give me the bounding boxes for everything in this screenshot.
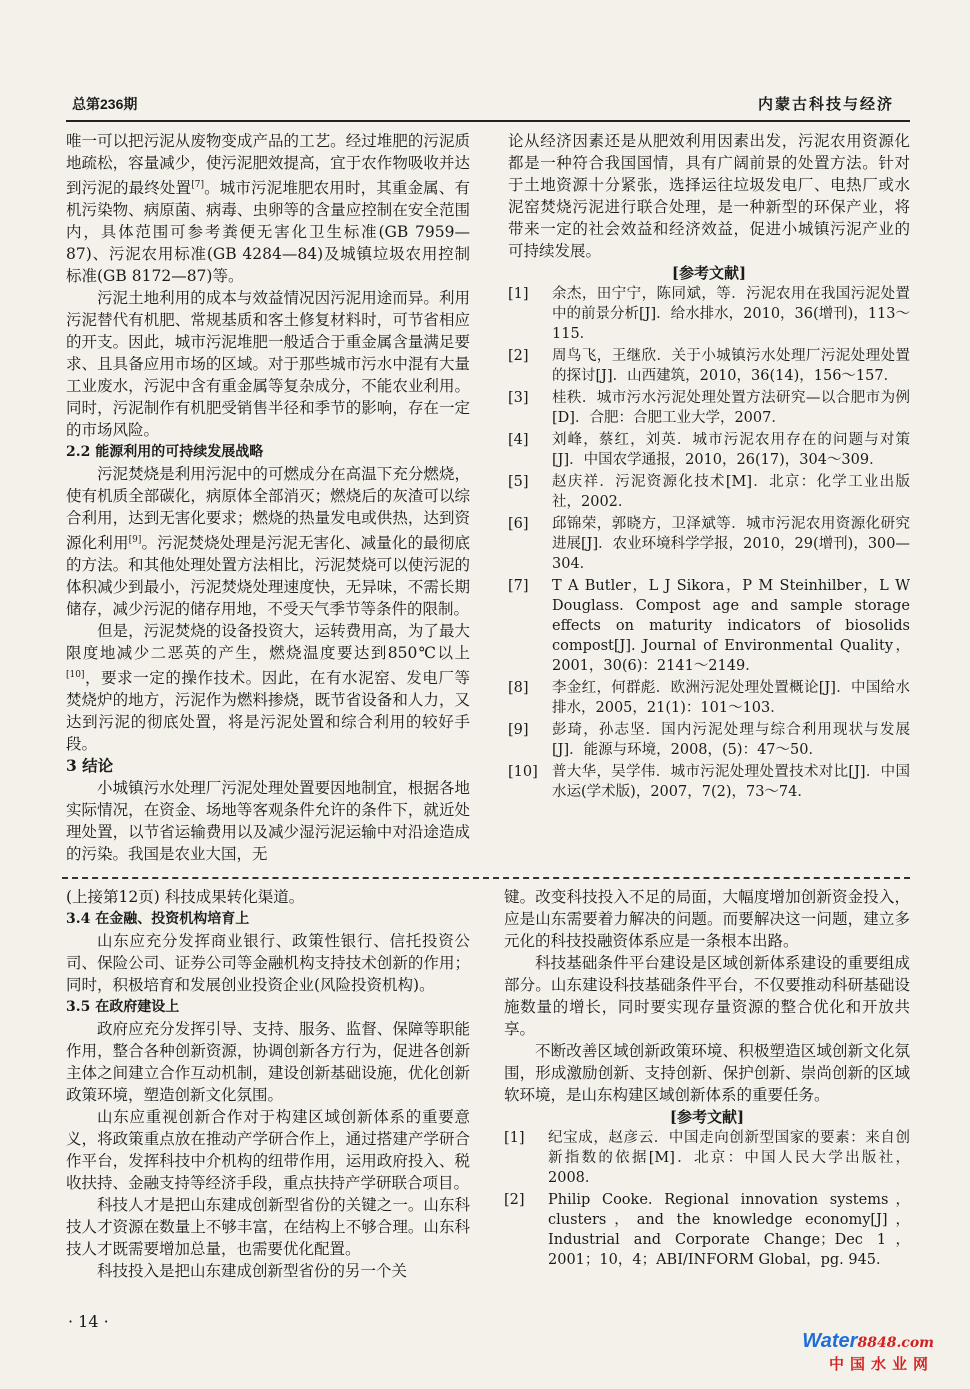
reference-text: 赵庆祥．污泥资源化技术[M]．北京：化学工业出版社，2002． [552, 474, 910, 510]
reference-item [508, 430, 910, 470]
reference-item [508, 514, 910, 574]
citation: [7] [191, 180, 204, 190]
section-heading-3-5: 3.5 在政府建设上 [66, 999, 180, 1015]
reference-text: T A Butler，L J Sikora，P M Steinhilber，L W Douglass. Compost age and sample storage effects on maturity indicators of biosolids compost[J]. Journal of Environmental Quality，2001，30(6)：2141～2149． [552, 578, 910, 674]
paragraph [66, 130, 470, 287]
top-right-column [508, 130, 910, 804]
reference-item [508, 472, 910, 512]
bottom-right-column [504, 886, 910, 1272]
bottom-left-column [66, 886, 470, 1282]
reference-item [508, 720, 910, 760]
paragraph: 键。改变科技投入不足的局面，大幅度增加创新资金投入，应是山东需要着力解决的问题。而要解决这一问题，建立多元化的科技投融资体系应是一条根本出路。 [504, 888, 910, 950]
reference-text: 邱锦荣，郭晓方，卫泽斌等．城市污泥农用资源化研究进展[J]．农业环境科学学报，2010，29(增刊)，300—304． [552, 516, 910, 572]
reference-number: [1] [504, 1130, 525, 1146]
reference-text: 纪宝成，赵彦云．中国走向创新型国家的要素：来自创新指数的依据[M]．北京：中国人民大学出版社，2008． [548, 1130, 910, 1186]
paragraph [66, 463, 470, 620]
journal-name: 内蒙古科技与经济 [757, 96, 894, 113]
reference-number: [7] [508, 578, 529, 594]
reference-item [508, 284, 910, 344]
reference-text: 李金红，何群彪．欧洲污泥处理处置概论[J]．中国给水排水，2005，21(1)：101～103． [552, 680, 910, 716]
reference-item [504, 1190, 910, 1270]
reference-number: [6] [508, 516, 529, 532]
text: 。污泥焚烧处理是污泥无害化、减量化的最彻底的方法。和其他处理处置方法相比，污泥焚烧可以使污泥的体积减少到最小，污泥焚烧处理速度快，无异味，不需长期储存，减少污泥的储存用地，不受天气季节等条件的限制。 [66, 534, 470, 619]
logo-text: Water [802, 1330, 858, 1352]
references-list [508, 284, 910, 802]
citation: [10] [66, 670, 85, 681]
reference-number: [1] [508, 286, 529, 302]
paragraph: 科技基础条件平台建设是区域创新体系建设的重要组成部分。山东建设科技基础条件平台，不仅要推动科研基础设施数量的增长，同时要实现存量资源的整合优化和开放共享。 [504, 954, 910, 1038]
text: ，要求一定的操作技术。因此，在有水泥窑、发电厂等焚烧炉的地方，污泥作为燃料掺烧，既节省设备和人力，又达到污泥的彻底处置，将是污泥处置和综合利用的较好手段。 [66, 669, 470, 754]
reference-number: [3] [508, 390, 529, 406]
paragraph [66, 620, 470, 755]
logo-number: 8848 [857, 1335, 897, 1351]
text: 。城市污泥堆肥农用时，其重金属、有机污染物、病原菌、病毒、虫卵等的含量应控制在安全范围内，具体范围可参考粪便无害化卫生标准(GB 7959—87)、污泥农用标准(GB 4284—84)及城镇垃圾农用控制标准(GB 8172—87)等。 [66, 179, 470, 286]
reference-text: 桂秩．城市污水污泥处理处置方法研究—以合肥市为例[D]．合肥：合肥工业大学，2007． [552, 390, 910, 426]
paragraph: 小城镇污水处理厂污泥处理处置要因地制宜，根据各地实际情况，在资金、场地等客观条件允许的条件下，就近处理处置，以节省运输费用以及减少湿污泥运输中对沿途造成的污染。我国是农业大国，无 [66, 779, 470, 864]
logo-domain: .com [896, 1335, 934, 1351]
text: 但是，污泥焚烧的设备投资大，运转费用高，为了最大限度地减少二恶英的产生，燃烧温度要达到850℃以上 [66, 622, 470, 663]
top-left-column [66, 130, 470, 865]
paragraph: 山东应充分发挥商业银行、政策性银行、信托投资公司、保险公司、证券公司等金融机构支持技术创新的作用；同时，积极培育和发展创业投资企业(风险投资机构)。 [66, 932, 470, 994]
reference-item [508, 576, 910, 676]
reference-item [504, 1128, 910, 1188]
section-heading-3: 3 结论 [66, 756, 114, 776]
reference-number: [9] [508, 722, 529, 738]
paragraph: 科技投入是把山东建成创新型省份的另一个关 [97, 1262, 408, 1280]
section-heading-2-2: 2.2 能源利用的可持续发展战略 [66, 444, 264, 461]
paragraph: 论从经济因素还是从肥效利用因素出发，污泥农用资源化都是一种符合我国国情，具有广阔前景的处置方法。针对于土地资源十分紧张，选择运往垃圾发电厂、电热厂或水泥窑焚烧污泥进行联合处理，是一种新型的环保产业，将带来一定的社会效益和经济效益，促进小城镇污泥产业的可持续发展。 [508, 132, 910, 260]
paragraph: 科技人才是把山东建成创新型省份的关键之一。山东科技人才资源在数量上不够丰富，在结构上不够合理。山东科技人才既需要增加总量，也需要优化配置。 [66, 1196, 470, 1258]
page-number: · 14 · [68, 1312, 109, 1331]
references-list [504, 1128, 910, 1270]
reference-number: [2] [504, 1192, 525, 1208]
reference-text: 余杰，田宁宁，陈同斌，等．污泥农用在我国污泥处置中的前景分析[J]．给水排水，2010，36(增刊)，113～115． [552, 286, 910, 342]
reference-item [508, 346, 910, 386]
reference-text: 彭琦，孙志坚．国内污泥处理与综合利用现状与发展[J]．能源与环境，2008，(5)：47～50． [552, 722, 910, 758]
header-rule [66, 120, 910, 122]
reference-number: [8] [508, 680, 529, 696]
reference-number: [4] [508, 432, 529, 448]
reference-item [508, 678, 910, 718]
logo-subtitle: 中国水业网 [828, 1356, 934, 1373]
paragraph: 污泥土地利用的成本与效益情况因污泥用途而异。利用污泥替代有机肥、常规基质和客土修复材料时，可节省相应的开支。因此，城市污泥堆肥一般适合于重金属含量满足要求、且具备应用市场的区域。对于那些城市污水中混有大量工业废水，污泥中含有重金属等复杂成分，不能农业利用。同时，污泥制作有机肥受销售半径和季节的影响，存在一定的市场风险。 [66, 289, 470, 440]
reference-item [508, 388, 910, 428]
reference-number: [5] [508, 474, 529, 490]
reference-item [508, 762, 910, 802]
site-logo[interactable] [802, 1330, 934, 1374]
continuation-line: (上接第12页) 科技成果转化渠道。 [66, 888, 305, 906]
reference-number: [2] [508, 348, 529, 364]
section-heading-3-4: 3.4 在金融、投资机构培育上 [66, 911, 250, 927]
references-title: [参考文献] [669, 1108, 745, 1126]
reference-text: 周鸟飞，王继欣．关于小城镇污水处理厂污泥处理处置的探讨[J]．山西建筑，2010，36(14)，156～157． [552, 348, 910, 384]
section-separator [62, 877, 910, 879]
paragraph: 山东应重视创新合作对于构建区域创新体系的重要意义，将政策重点放在推动产学研合作上，通过搭建产学研合作平台，发挥科技中介机构的纽带作用，运用政府投入、税收扶持、金融支持等经济手段，重点扶持产学研联合项目。 [66, 1108, 470, 1192]
issue-number: 总第236期 [72, 96, 138, 112]
text: 唯一可以把污泥从废物变成产品的工艺。经过堆肥的污泥质地疏松，容量减少，使污泥肥效提高，宜于农作物吸收并达到污泥的最终处置 [66, 132, 470, 198]
citation: [9] [128, 535, 142, 546]
reference-text: 刘峰，蔡红，刘英．城市污泥农用存在的问题与对策[J]．中国农学通报，2010，26(17)，304～309． [552, 432, 910, 468]
text: 污泥焚烧是利用污泥中的可燃成分在高温下充分燃烧，使有机质全部碳化，病原体全部消灭；燃烧后的灰渣可以综合利用，达到无害化要求；燃烧的热量发电或供热，达到资源化利用 [66, 465, 470, 553]
reference-text: 普大华，吴学伟．城市污泥处理处置技术对比[J]．中国水运(学术版)，2007，7(2)，73～74． [552, 764, 910, 800]
references-title: [参考文献] [671, 264, 747, 282]
reference-text: Philip Cooke. Regional innovation systems，clusters，and the knowledge economy[J]，Industrial and Corporate Change；Dec 1，2001；10，4；ABI/INFORM Global，pg. 945． [548, 1192, 910, 1268]
paragraph: 政府应充分发挥引导、支持、服务、监督、保障等职能作用，整合各种创新资源，协调创新各方行为，促进各创新主体之间建立合作互动机制，建设创新基础设施，优化创新政策环境，塑造创新文化氛围。 [66, 1020, 470, 1104]
reference-number: [10] [508, 764, 538, 780]
paragraph: 不断改善区域创新政策环境、积极塑造区域创新文化氛围，形成激励创新、支持创新、保护创新、崇尚创新的区域软环境，是山东构建区域创新体系的重要任务。 [504, 1042, 910, 1104]
